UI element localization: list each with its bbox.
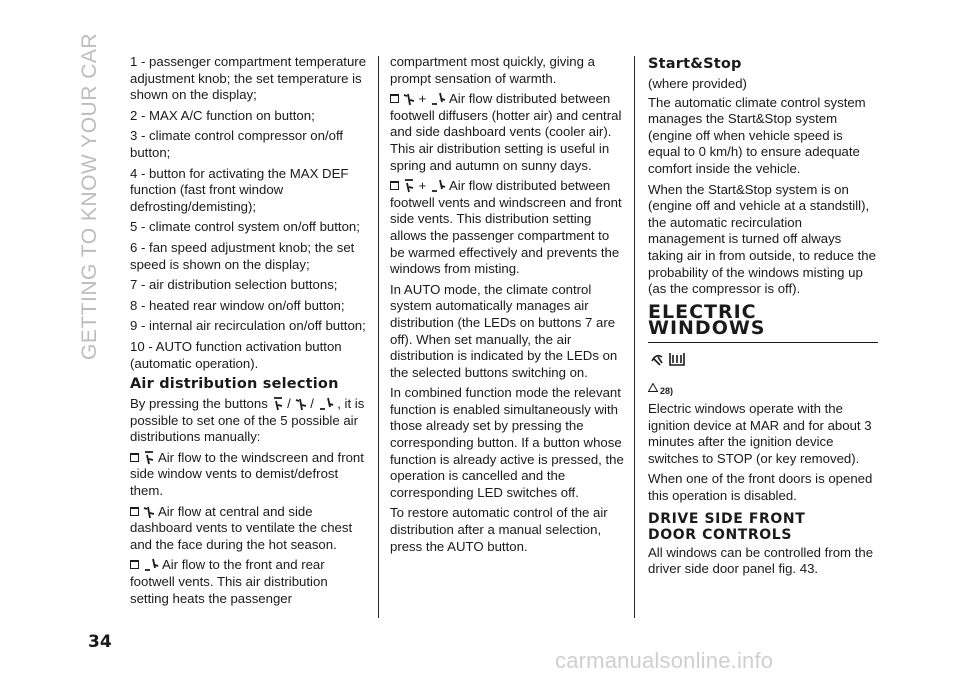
button-box-icon <box>130 453 139 462</box>
intro-text: , it is possible to set one of the 5 possible air distributions manually: <box>130 396 365 445</box>
paragraph: All windows can be controlled from the driver side door panel fig. 43. <box>648 544 874 577</box>
separator: / <box>310 396 314 412</box>
paragraph <box>130 396 370 446</box>
list-item: 3 - climate control compressor on/off button; <box>130 128 344 160</box>
list-item: 4 - button for activating the MAX DEF function (fast front window defrosting/demisting); <box>130 165 349 214</box>
paragraph: compartment most quickly, giving a prompt sensation of warmth. <box>390 54 595 86</box>
side-section-title: GETTING TO KNOW YOUR CAR <box>78 32 101 360</box>
button-box-icon <box>390 181 399 190</box>
list-item: Air flow to the front and rear footwell vents. This air distribution setting heats the passenger <box>130 557 328 606</box>
paragraph: In AUTO mode, the climate control system automatically manages air distribution (the LEDs on buttons 7 are off). When set manually, the air distribution is indicated by the LEDs on the selected buttons switching on. <box>390 281 618 380</box>
section-heading: Air distribution selection <box>130 376 339 393</box>
button-box-icon <box>130 560 139 569</box>
list-item: 8 - heated rear window on/off button; <box>130 297 345 313</box>
list-item: 6 - fan speed adjustment knob; the set speed is shown on the display; <box>130 239 355 272</box>
list-item: + Air flow distributed between footwell vents and windscreen and front side vents. This distribution setting allows the passenger compartment to be warmed effectively and prevents the windows from misting. <box>390 178 622 277</box>
plus-sign: + <box>418 91 427 107</box>
seat-face-icon <box>143 505 155 519</box>
paragraph: Electric windows operate with the ignition device at MAR and for about 3 minutes after the ignition device switches to STOP (or key removed). <box>648 401 872 466</box>
seat-windscreen-icon <box>143 451 155 465</box>
list-item: 1 - passenger compartment temperature adjustment knob; the set temperature is shown on the display; <box>130 54 367 103</box>
intro-text: By pressing the buttons <box>130 396 268 412</box>
paragraph: The automatic climate control system manages the Start&Stop system (engine off when vehicle speed is equal to 0 km/h) to ensure adequate comfort inside the vehicle. <box>648 94 866 176</box>
section-heading: Start&Stop <box>648 56 742 72</box>
paragraph: When the Start&Stop system is on (engine off and vehicle at a standstill), the automatic recirculation management is turned off always taking air in from outside, to reduce the probability of the windows misting up (as the compressor is off). <box>648 181 876 297</box>
chapter-heading: ELECTRIC WINDOWS <box>648 304 878 343</box>
watermark: carmanualsonline.info <box>555 648 774 673</box>
seat-feet-icon <box>430 179 446 193</box>
seat-face-icon <box>403 92 415 106</box>
power-window-icon <box>650 349 878 374</box>
list-item: 7 - air distribution selection buttons; <box>130 277 338 293</box>
seat-feet-icon <box>318 397 334 411</box>
separator: / <box>287 396 291 412</box>
paragraph: In combined function mode the relevant function is enabled simultaneously with those already set by pressing the corresponding button. If a button whose function is already active is pressed, the operation is cancelled and the corresponding LED switches off. <box>390 385 624 500</box>
seat-windscreen-icon <box>272 397 284 411</box>
list-item: Air flow to the windscreen and front side window vents to demist/defrost them. <box>130 449 364 499</box>
list-item: 5 - climate control system on/off button; <box>130 219 360 235</box>
list-item: 2 - MAX A/C function on button; <box>130 107 315 123</box>
note: (where provided) <box>648 76 747 91</box>
page-number: 34 <box>88 632 112 652</box>
column-1 <box>130 54 370 611</box>
column-3 <box>648 54 878 582</box>
plus-sign: + <box>418 178 427 194</box>
list-item: 10 - AUTO function activation button (automatic operation). <box>130 338 342 371</box>
seat-windscreen-icon <box>403 179 415 193</box>
paragraph: When one of the front doors is opened this operation is disabled. <box>648 471 873 504</box>
section-heading: DRIVE SIDE FRONT DOOR CONTROLS <box>648 510 806 543</box>
warning-triangle-icon <box>648 383 658 392</box>
list-item: + Air flow distributed between footwell diffusers (hotter air) and central and side dashboard vents (cooler air). This air distribution setting is useful in spring and autumn on sunny days. <box>390 91 622 173</box>
warning-ref: 28) <box>648 380 878 400</box>
button-box-icon <box>390 94 399 103</box>
seat-face-icon <box>295 397 307 411</box>
list-item: 9 - internal air recirculation on/off button; <box>130 318 366 334</box>
column-2 <box>390 54 625 559</box>
seat-feet-icon <box>430 92 446 106</box>
list-item: Air flow at central and side dashboard vents to ventilate the chest and the face during the hot season. <box>130 503 353 552</box>
paragraph: To restore automatic control of the air distribution after a manual selection, press the AUTO button. <box>390 505 608 554</box>
column-divider <box>378 56 379 618</box>
column-divider <box>634 56 635 618</box>
button-box-icon <box>130 507 139 516</box>
seat-feet-icon <box>143 558 159 572</box>
